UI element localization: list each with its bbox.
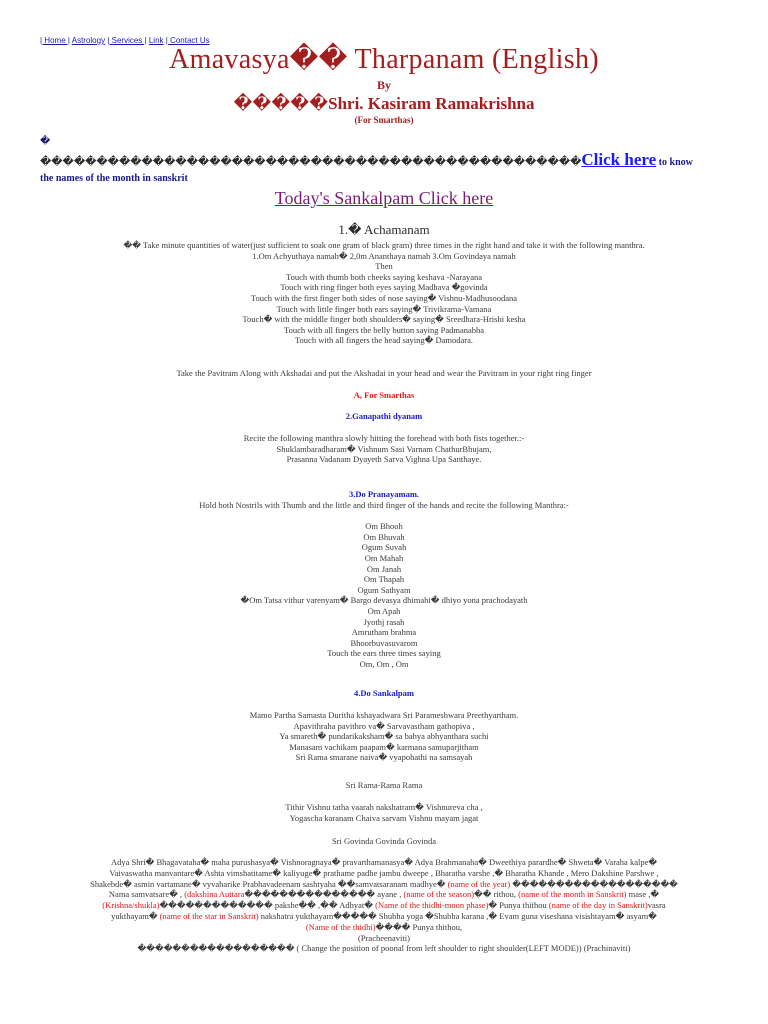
placeholder-note: (name of the year) <box>447 878 511 889</box>
nav-services-link[interactable]: | Services | <box>107 36 147 45</box>
placeholder-note: (name of the season) <box>403 889 475 900</box>
today-sankalpam <box>0 188 768 209</box>
pranayamam-line: Om Mahah <box>364 552 404 563</box>
placeholder-note: (Krishna/shukla) <box>102 900 160 911</box>
sankalpam-text: ������������������� <box>510 878 678 889</box>
rama-line: Sri Rama-Rama Rama <box>345 780 423 790</box>
achamanam-line: Touch with little finger both ears saying� Trivikrama-Vamana <box>276 303 492 314</box>
achamanam-line: �� Take minute quantities of water(just sufficient to soak one gram of black gram) three times in the right hand and take it with the following manthra. <box>123 240 645 250</box>
achamanam-line: Touch with all fingers the belly button saying Padmanabha <box>283 324 485 335</box>
sankalpam-text: nakshatra yukthayam����� Shubha yoga �Shubha karana ,� Evam guna viseshana visishtayam� asyam� <box>258 910 657 921</box>
sankalpam-text: Vaivaswatha manvantare� Ashta vimshatitame� kaliyuge� prathame padhe jambu dweepe , Bharatha varshe ,� Bharatha Khande , Mero Dakshine Parshwe , <box>109 867 659 878</box>
sankalpam-text: � Punya thithou <box>488 900 549 911</box>
month-names-row <box>40 152 740 187</box>
pranayamam-line: Om Bhuvah <box>363 531 405 542</box>
ganapathi-line: Shuklambaradharam� Vishnum Sasi Varnam ChathurBhujam, <box>276 443 492 454</box>
placeholder-note: (Name of the thidhi-moon phase) <box>375 900 489 911</box>
achamanam-line: Touch with thumb both cheeks saying keshava -Narayana <box>285 271 483 282</box>
today-sankalpam-link[interactable]: Today's Sankalpam Click here <box>274 188 494 208</box>
sankalpam-line: Ya smareth� pundarikaksham� sa bahya abhyanthara suchi <box>279 731 489 742</box>
placeholder-note: (dakshina Auttara <box>184 889 245 900</box>
sankalpam-line: Mamo Partha Samasta Duritha kshayadwara Sri Parameshwara Preethyartham. <box>249 710 519 720</box>
achamanam-heading: 1.� Achamanam <box>338 222 430 237</box>
click-rest-text: to know <box>656 157 693 168</box>
achamanam-line: Touch� with the middle finger both shoulders� saying� Sreedhara-Hrishi kesha <box>242 314 526 325</box>
sankalpam-text: ������������� pakshe�� ,�� Adhyat� <box>159 900 376 911</box>
sankalpam-text: mase ,� <box>626 889 660 900</box>
sankalpam-paragraph-line <box>40 943 728 954</box>
sankalpam-paragraph-line <box>40 879 728 890</box>
author-name: �����Shri. Kasiram Ramakrishna <box>233 94 535 113</box>
garbled-text: ������������������������������������������������ <box>40 156 582 168</box>
sankalpam-paragraph-line <box>40 933 728 944</box>
byline: By <box>376 78 391 92</box>
sankalpam-text: ��������������� ayane , <box>244 889 404 900</box>
achamanam-line: Touch with the first finger both sides of nose saying� Vishnu-Madhusoodana <box>250 292 518 303</box>
sankalpam-text: (Pracheenaviti) <box>358 932 410 943</box>
sankalpam-paragraph-line <box>40 868 728 879</box>
achamanam-line: Touch with all fingers the head saying� Damodara. <box>294 335 474 346</box>
ganapathi-line: Prasanna Vadanam Dyayeth Sarva Vighna Upa Santhaye. <box>286 454 482 465</box>
pranayamam-body <box>0 500 768 670</box>
page-title: Amavasya�� Tharpanam (English) <box>169 44 599 75</box>
nav-astrology-link[interactable]: Astrology <box>71 36 106 45</box>
pranayamam-line <box>0 511 768 522</box>
sankalpam-text: ���� Punya thithou, <box>375 921 463 932</box>
sankalpam-heading: 4.Do Sankalpam <box>354 688 414 698</box>
sankalpam-paragraph-line <box>40 922 728 933</box>
sankalpam-paragraph-line <box>40 900 728 911</box>
achamanam-line: 1.Om Achyuthaya namah� 2,0m Ananthaya namah 3.Om Govindaya namah <box>252 250 516 261</box>
pranayamam-line: Hold both Nostrils with Thumb and the little and third finger of the hands and recite the following Manthra:- <box>199 500 569 510</box>
nav-home-link[interactable]: | Home | <box>40 36 70 45</box>
smarthas-heading: A, For Smarthas <box>353 390 415 400</box>
pranayamam-line: Touch the ears three times saying <box>327 648 441 659</box>
pranayamam-line: Bhoorbuvasuvarom <box>350 637 418 648</box>
pranayamam-line: Om Thapah <box>363 574 405 585</box>
placeholder-note: (name of the month in Sanskrit) <box>518 889 627 900</box>
sankalpam-text: Shakebde� asmin vartamane� vyvaharike Prabhavadeenam sashtyaha ��samvatsaranam madhye� <box>90 878 448 889</box>
sankalpam-line: Sri Rama smarane naiva� vyapohathi na samsayah <box>295 752 473 763</box>
sankalpam-line: Yogascha karanam Chaiva sarvam Vishnu mayam jagat <box>289 812 479 823</box>
sankalpam-paragraph <box>40 857 728 954</box>
sankalpam-text: yukthayam� <box>111 910 160 921</box>
ganapathi-heading: 2.Ganapathi dyanam <box>345 411 423 421</box>
nav-link-link[interactable]: Link <box>148 36 164 45</box>
month-names-click-link[interactable]: Click here <box>581 150 657 169</box>
audience-note: (For Smarthas) <box>354 115 414 125</box>
placeholder-note: (name of the day in Sanskrit) <box>548 900 648 911</box>
ganapathi-line: Recite the following manthra slowly hitting the forehead with both fists together.:- <box>243 433 525 443</box>
placeholder-note: (Name of the thidhi) <box>305 921 376 932</box>
sankalpam-text: Nama samvatsare� , <box>108 889 185 900</box>
pranayamam-heading: 3.Do Pranayamam. <box>348 489 420 499</box>
pranayamam-line: �Om Tatsa vithur varenyam� Bargo devasya dhimahi� dhiyo yona prachodayath <box>240 595 528 606</box>
sankalpam-text: �� rithou, <box>474 889 519 900</box>
ganapathi-body <box>0 433 768 465</box>
govinda-line: Sri Govinda Govinda Govinda <box>331 836 437 846</box>
pranayamam-line: Om Janah <box>366 563 402 574</box>
sankalpam-line: Tithir Vishnu tatha vaarah nakshatram� Vishnureva cha , <box>285 802 483 812</box>
pranayamam-line: Amrutham brahma <box>351 627 417 638</box>
pranayamam-line: Om, Om , Om <box>359 658 409 669</box>
sankalpam-line: Manasam vachikam paapam� karmana samuparjitham <box>289 741 479 752</box>
sankalpam-text: ������������������ ( Change the position of poonal from left shoulder to right shoulder(LEFT MODE)) (Prachinaviti) <box>137 943 631 954</box>
achamanam-line: Then <box>375 261 393 272</box>
pranayamam-line: Om Apah <box>367 605 401 616</box>
sankalpam-paragraph-line <box>40 911 728 922</box>
pranayamam-line: Om Bhooh <box>365 521 403 532</box>
pranayamam-line: Jyothj rasah <box>363 616 405 627</box>
sankalpam-paragraph-line <box>40 889 728 900</box>
click-rest-text-2: the names of the month in sanskrit <box>40 173 188 184</box>
pranayamam-line: Ogum Suvah <box>361 542 407 553</box>
pavitram-text: Take the Pavitram Along with Akshadai and put the Akshadai in your head and wear the Pavitram in your right ring finger <box>176 368 592 378</box>
placeholder-note: (name of the star in Sanskrit) <box>159 910 259 921</box>
nav-contact-link[interactable]: | Contact Us <box>165 36 210 45</box>
sankalpam-text: vasra <box>647 900 666 911</box>
sankalpam-block1 <box>0 710 768 763</box>
sankalpam-block2 <box>0 802 768 823</box>
achamanam-line: Touch with ring finger both eyes saying Madhava �govinda <box>280 282 488 293</box>
achamanam-body <box>0 240 768 346</box>
sankalpam-line: Apavithraha pavithro va� Sarvavastham gathopiva , <box>293 720 475 731</box>
sankalpam-text: Adya Shri� Bhagavataha� maha purushasya� Vishnoragnaya� pravarthamanasya� Adya Brahmanaha� Dweethiya parardhe� Shweta� Varaha kalpe� <box>110 857 658 867</box>
diamond-glyph: � <box>40 136 51 147</box>
pranayamam-line: Ogum Sathyam <box>357 584 411 595</box>
sankalpam-paragraph-line <box>40 857 728 868</box>
